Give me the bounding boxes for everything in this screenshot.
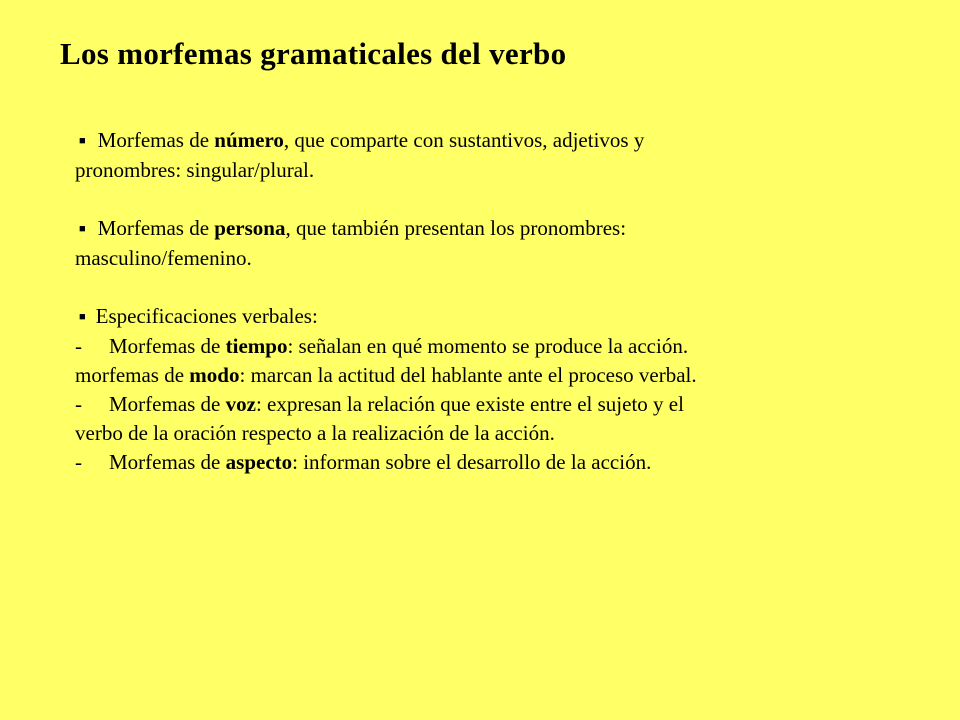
bullet-persona-line1: ■ Morfemas de persona, que también presentan los pronombres: xyxy=(75,214,915,244)
bullet-numero-line1: ■ Morfemas de número, que comparte con sustantivos, adjetivos y xyxy=(75,126,915,156)
slide-content xyxy=(75,126,915,477)
term-modo: modo xyxy=(189,363,240,387)
dash-marker: - xyxy=(75,450,82,474)
term-persona: persona xyxy=(214,216,286,240)
term-numero: número xyxy=(214,128,284,152)
spec-aspecto: - Morfemas de aspecto: informan sobre el desarrollo de la acción. xyxy=(75,448,915,477)
especificaciones-label: Especificaciones verbales: xyxy=(95,304,318,328)
spacer xyxy=(75,185,915,214)
term-tiempo: tiempo xyxy=(225,334,288,358)
spec-modo: morfemas de modo: marcan la actitud del hablante ante el proceso verbal. xyxy=(75,363,697,387)
square-bullet-icon: ■ xyxy=(79,311,86,323)
spec-voz-line2: verbo de la oración respecto a la realización de la acción. xyxy=(75,421,555,445)
dash-marker: - xyxy=(75,334,82,358)
bullet-persona-line2: masculino/femenino. xyxy=(75,246,252,270)
term-voz: voz xyxy=(225,392,256,416)
bullet-especificaciones xyxy=(75,302,915,332)
spec-voz: - Morfemas de voz: expresan la relación que existe entre el sujeto y el verbo de la oración respecto a la realización de la acción. xyxy=(75,390,915,448)
bullet-numero-line2: pronombres: singular/plural. xyxy=(75,158,315,182)
bullet-persona xyxy=(75,214,915,273)
spacer xyxy=(75,273,915,302)
slide-title: Los morfemas gramaticales del verbo xyxy=(60,36,567,71)
square-bullet-icon: ■ xyxy=(79,135,86,147)
term-aspecto: aspecto xyxy=(225,450,293,474)
dash-marker: - xyxy=(75,392,82,416)
bullet-numero xyxy=(75,126,915,185)
square-bullet-icon: ■ xyxy=(79,223,86,235)
spec-tiempo: - Morfemas de tiempo: señalan en qué momento se produce la acción. xyxy=(75,332,915,361)
